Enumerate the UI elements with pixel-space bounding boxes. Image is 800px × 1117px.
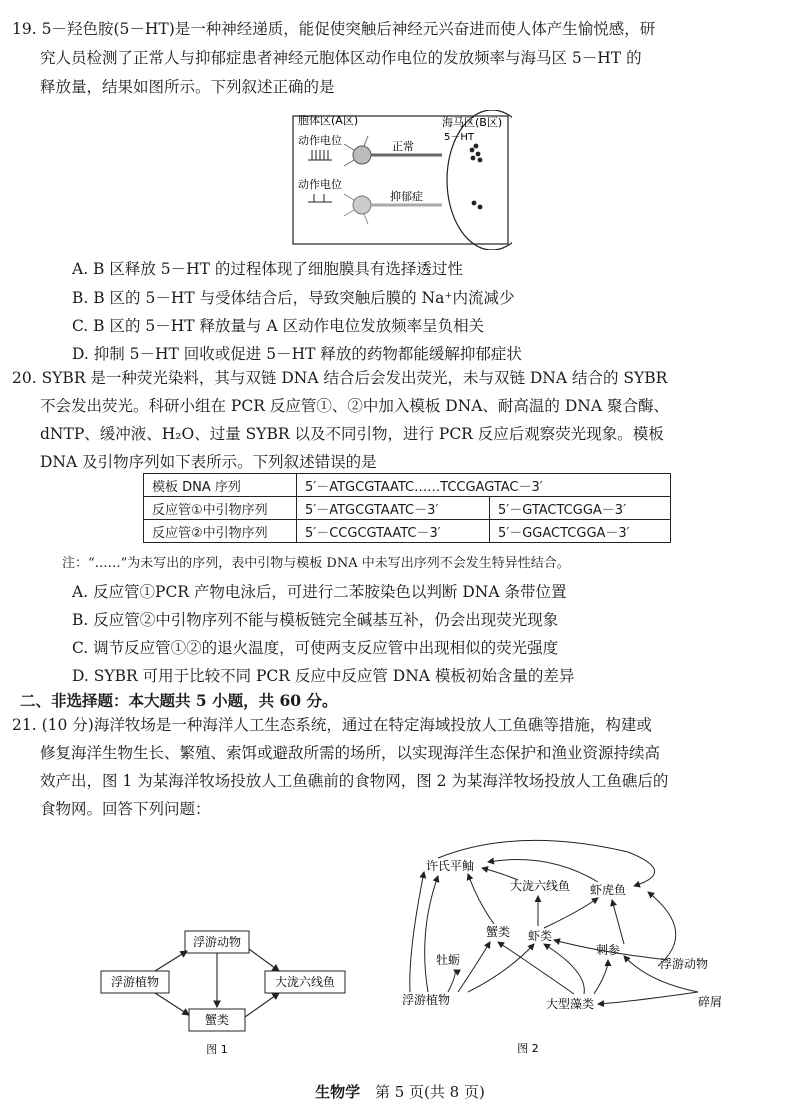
ht-label: 5－HT: [444, 132, 474, 143]
q21-stem-line-4: 食物网。回答下列问题：: [40, 800, 211, 818]
figure-2-caption: 图 2: [517, 1042, 539, 1055]
depressed-label: 抑郁症: [390, 190, 423, 203]
node2-seacucumber: 刺参: [596, 943, 621, 957]
tube2-primer-2: 5′－GGACTCGGA－3′: [490, 520, 671, 543]
row-header-template: 模板 DNA 序列: [144, 474, 297, 497]
node-zooplankton-label: 浮游动物: [192, 935, 242, 949]
node-phytoplankton-label: 浮游植物: [110, 975, 160, 989]
ht-release-normal: [470, 144, 483, 163]
region-a-label: 胞体区(A区): [298, 114, 359, 127]
q19-option-a: A. B 区释放 5－HT 的过程体现了细胞膜具有选择透过性: [72, 260, 463, 278]
node2-shrimp: 虾类: [528, 929, 553, 943]
q20-option-c: C. 调节反应管①②的退火温度，可使两支反应管中出现相似的荧光强度: [72, 639, 559, 657]
food-web-figure-2: [398, 832, 738, 1060]
region-b-label: 海马区(B区): [442, 116, 503, 129]
hippocampus-outline: [447, 110, 512, 250]
node2-greenling: 大泷六线鱼: [510, 879, 571, 893]
q21-stem-line-1: 21. (10 分)海洋牧场是一种海洋人工生态系统，通过在特定海域投放人工鱼礁等措施，构建或: [12, 716, 652, 734]
table-row: [144, 497, 671, 520]
node2-detritus: 碎屑: [698, 995, 723, 1009]
node2-oyster: 牡蛎: [436, 953, 461, 967]
q19-option-b: B. B 区的 5－HT 与受体结合后，导致突触后膜的 Na⁺内流减少: [72, 289, 515, 307]
q20-stem-line-3: dNTP、缓冲液、H₂O、过量 SYBR 以及不同引物，进行 PCR 反应后观察荧光现象。模板: [40, 425, 664, 443]
q19-stem-line-1: 19. 5－羟色胺(5－HT)是一种神经递质，能促使突触后神经元兴奋进而使人体产生愉悦感，研: [12, 20, 656, 38]
node-crab-label: 蟹类: [204, 1013, 230, 1027]
q20-option-a: A. 反应管①PCR 产物电泳后，可进行二苯胺染色以判断 DNA 条带位置: [72, 583, 567, 601]
footer-subject: 生物学: [315, 1083, 361, 1101]
food-web-figure-1: [95, 925, 355, 1060]
q19-stem-line-3: 释放量，结果如图所示。下列叙述正确的是: [40, 78, 335, 96]
node2-algae: 大型藻类: [546, 997, 595, 1011]
q20-stem-line-2: 不会发出荧光。科研小组在 PCR 反应管①、②中加入模板 DNA、耐高温的 DNA 聚合酶、: [40, 397, 669, 415]
node2-flounder: 许氏平鲉: [426, 859, 475, 873]
row-header-tube2: 反应管②中引物序列: [144, 520, 297, 543]
spike-train-normal: [308, 150, 332, 160]
q21-stem-line-3: 效产出，图 1 为某海洋牧场投放人工鱼礁前的食物网，图 2 为某海洋牧场投放人工鱼礁后的: [40, 772, 669, 790]
q20-option-d: D. SYBR 可用于比较不同 PCR 反应中反应管 DNA 模板初始含量的差异: [72, 667, 575, 685]
q19-figure: [292, 110, 512, 250]
q20-option-b: B. 反应管②中引物序列不能与模板链完全碱基互补，仍会出现荧光现象: [72, 611, 559, 629]
ap-label-normal: 动作电位: [298, 134, 342, 147]
ht-release-depressed: [472, 201, 483, 210]
template-sequence: 5′－ATGCGTAATC……TCCGAGTAC－3′: [297, 474, 671, 497]
footer-page-number: 第 5 页(共 8 页): [374, 1083, 485, 1101]
q20-note: 注：“……”为未写出的序列，表中引物与模板 DNA 中未写出序列不会发生特异性结合。: [62, 556, 570, 571]
figure-1-caption: 图 1: [206, 1043, 228, 1056]
node2-zooplankton: 浮游动物: [660, 957, 709, 971]
q19-option-d: D. 抑制 5－HT 回收或促进 5－HT 释放的药物都能缓解抑郁症状: [72, 345, 522, 363]
tube1-primer-2: 5′－GTACTCGGA－3′: [490, 497, 671, 520]
spike-train-depressed: [308, 194, 332, 202]
food-web-1-arrows: [155, 949, 279, 1017]
node2-tigerfish: 虾虎鱼: [590, 883, 627, 897]
node-greenling-label: 大泷六线鱼: [274, 975, 336, 989]
q20-stem-line-1: 20. SYBR 是一种荧光染料，其与双链 DNA 结合后会发出荧光，未与双链 DNA 结合的 SYBR: [12, 369, 668, 387]
node2-crab: 蟹类: [486, 925, 511, 939]
table-row: [144, 520, 671, 543]
q20-stem-line-4: DNA 及引物序列如下表所示。下列叙述错误的是: [40, 453, 377, 471]
ap-label-depressed: 动作电位: [298, 178, 342, 191]
q19-option-c: C. B 区的 5－HT 释放量与 A 区动作电位发放频率呈负相关: [72, 317, 485, 335]
page-footer: [0, 1081, 800, 1102]
q21-stem-line-2: 修复海洋生物生长、繁殖、索饵或避敌所需的场所，以实现海洋生态保护和渔业资源持续高: [40, 744, 661, 762]
row-header-tube1: 反应管①中引物序列: [144, 497, 297, 520]
node2-phytoplankton: 浮游植物: [402, 993, 451, 1007]
section-2-heading: 二、非选择题：本大题共 5 小题，共 60 分。: [20, 691, 338, 710]
dna-sequence-table: [143, 473, 671, 543]
normal-label: 正常: [392, 140, 414, 153]
tube1-primer-1: 5′－ATGCGTAATC－3′: [297, 497, 490, 520]
q19-stem-line-2: 究人员检测了正常人与抑郁症患者神经元胞体区动作电位的发放频率与海马区 5－HT 的: [40, 49, 642, 67]
table-row: [144, 474, 671, 497]
tube2-primer-1: 5′－CCGCGTAATC－3′: [297, 520, 490, 543]
